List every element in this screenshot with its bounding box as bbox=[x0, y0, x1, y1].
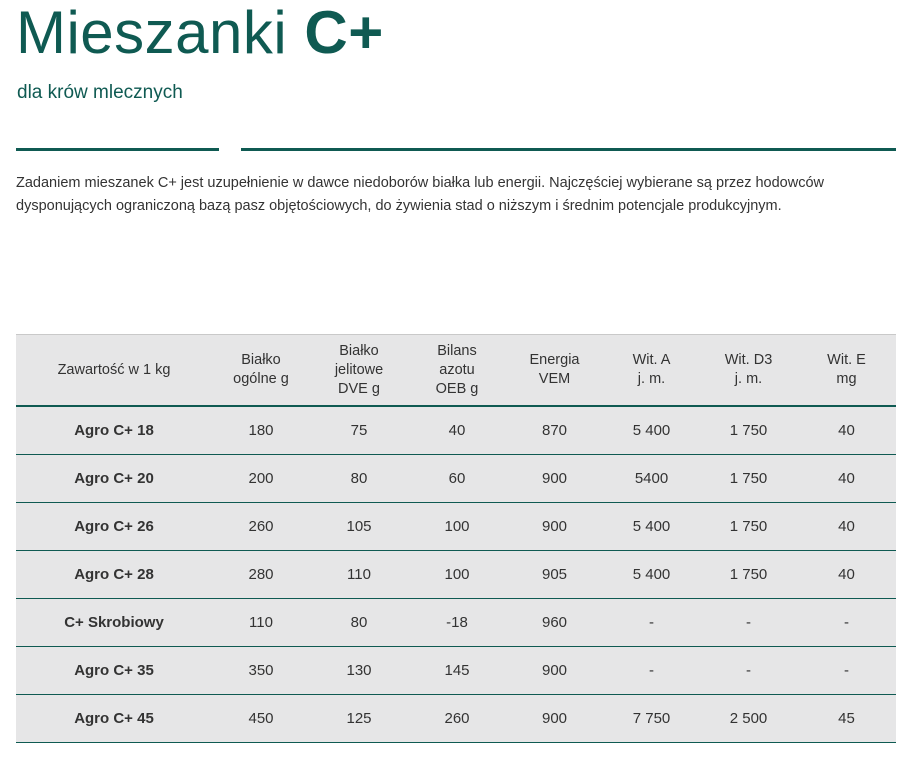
table-cell: 900 bbox=[506, 647, 603, 695]
table-cell: - bbox=[797, 647, 896, 695]
table-cell: 280 bbox=[212, 551, 310, 599]
table-row bbox=[16, 406, 896, 455]
table-cell: 5400 bbox=[603, 455, 700, 503]
column-header bbox=[700, 335, 797, 407]
table-cell: 110 bbox=[212, 599, 310, 647]
page-title-bold: C+ bbox=[304, 0, 384, 66]
table-cell: 145 bbox=[408, 647, 506, 695]
table-cell: 1 750 bbox=[700, 551, 797, 599]
column-header-line: ogólne g bbox=[233, 371, 289, 387]
product-name-cell: Agro C+ 20 bbox=[16, 455, 212, 503]
table-cell: 40 bbox=[408, 406, 506, 455]
column-header-line: DVE g bbox=[338, 380, 380, 397]
table-cell: 200 bbox=[212, 455, 310, 503]
table-cell: 80 bbox=[310, 599, 408, 647]
column-header bbox=[797, 335, 896, 407]
table-cell: - bbox=[797, 599, 896, 647]
table-cell: 5 400 bbox=[603, 406, 700, 455]
table-cell: 5 400 bbox=[603, 551, 700, 599]
table-cell: 80 bbox=[310, 455, 408, 503]
table-cell: 905 bbox=[506, 551, 603, 599]
product-name-cell: Agro C+ 26 bbox=[16, 503, 212, 551]
divider-left bbox=[16, 148, 219, 151]
nutrition-table bbox=[16, 334, 896, 743]
column-header-line: Wit. D3 bbox=[724, 352, 773, 368]
column-header-line: VEM bbox=[538, 371, 571, 387]
column-header-line: Bilans bbox=[437, 342, 477, 359]
column-header-line: j. m. bbox=[734, 371, 763, 387]
table-row bbox=[16, 455, 896, 503]
table-cell: 180 bbox=[212, 406, 310, 455]
column-header-line: Wit. A bbox=[632, 352, 671, 368]
column-header bbox=[212, 335, 310, 407]
page-title bbox=[16, 0, 384, 66]
table-cell: 40 bbox=[797, 406, 896, 455]
table-cell: 1 750 bbox=[700, 455, 797, 503]
divider-right bbox=[241, 148, 896, 151]
table-cell: 110 bbox=[310, 551, 408, 599]
page-title-light: Mieszanki bbox=[16, 0, 288, 66]
table-cell: 130 bbox=[310, 647, 408, 695]
column-header-line: Wit. E bbox=[827, 352, 866, 368]
table-cell: 45 bbox=[797, 695, 896, 743]
column-header-line: OEB g bbox=[435, 380, 479, 397]
table-cell: 40 bbox=[797, 551, 896, 599]
column-header-line: Zawartość w 1 kg bbox=[57, 361, 171, 378]
table-header-row bbox=[16, 335, 896, 407]
table-cell: 260 bbox=[212, 503, 310, 551]
intro-paragraph: Zadaniem mieszanek C+ jest uzupełnienie w dawce niedoborów białka lub energii. Najczęściej wybierane są przez hodowców dysponujących ograniczoną bazą pasz objętościowych, do żywienia stad o niższym i średnim potencjale produkcyjnym. bbox=[16, 175, 824, 214]
table-cell: 100 bbox=[408, 503, 506, 551]
table-cell: 75 bbox=[310, 406, 408, 455]
product-name-cell: Agro C+ 35 bbox=[16, 647, 212, 695]
table-cell: 1 750 bbox=[700, 503, 797, 551]
table-cell: 900 bbox=[506, 455, 603, 503]
table-row bbox=[16, 551, 896, 599]
table-cell: 40 bbox=[797, 503, 896, 551]
table-cell: 5 400 bbox=[603, 503, 700, 551]
table-cell: 60 bbox=[408, 455, 506, 503]
table-cell: - bbox=[700, 599, 797, 647]
table-cell: 2 500 bbox=[700, 695, 797, 743]
table-cell: 350 bbox=[212, 647, 310, 695]
column-header-line: mg bbox=[836, 371, 857, 387]
product-name-cell: Agro C+ 28 bbox=[16, 551, 212, 599]
table-cell: 1 750 bbox=[700, 406, 797, 455]
table-cell: 260 bbox=[408, 695, 506, 743]
table-body bbox=[16, 406, 896, 743]
column-header bbox=[506, 335, 603, 407]
product-name-cell: Agro C+ 45 bbox=[16, 695, 212, 743]
table-cell: 960 bbox=[506, 599, 603, 647]
column-header bbox=[16, 335, 212, 407]
column-header-line: Białko bbox=[339, 342, 379, 359]
table-cell: 7 750 bbox=[603, 695, 700, 743]
page-subtitle: dla krów mlecznych bbox=[17, 82, 183, 103]
column-header bbox=[310, 335, 408, 407]
table-row bbox=[16, 695, 896, 743]
column-header-line: jelitowe bbox=[334, 361, 384, 378]
table-cell: -18 bbox=[408, 599, 506, 647]
table-cell: 105 bbox=[310, 503, 408, 551]
table-cell: - bbox=[603, 647, 700, 695]
product-name-cell: Agro C+ 18 bbox=[16, 406, 212, 455]
table-cell: 900 bbox=[506, 503, 603, 551]
table-cell: - bbox=[603, 599, 700, 647]
table-cell: 900 bbox=[506, 695, 603, 743]
table-cell: - bbox=[700, 647, 797, 695]
table-cell: 870 bbox=[506, 406, 603, 455]
table-row bbox=[16, 599, 896, 647]
column-header bbox=[603, 335, 700, 407]
table-cell: 40 bbox=[797, 455, 896, 503]
table-row bbox=[16, 503, 896, 551]
table-cell: 450 bbox=[212, 695, 310, 743]
column-header-line: Białko bbox=[241, 352, 281, 368]
product-name-cell: C+ Skrobiowy bbox=[16, 599, 212, 647]
column-header-line: Energia bbox=[529, 352, 580, 368]
column-header-line: j. m. bbox=[637, 371, 666, 387]
table-row bbox=[16, 647, 896, 695]
column-header bbox=[408, 335, 506, 407]
table-cell: 125 bbox=[310, 695, 408, 743]
table-cell: 100 bbox=[408, 551, 506, 599]
column-header-line: azotu bbox=[439, 361, 475, 378]
